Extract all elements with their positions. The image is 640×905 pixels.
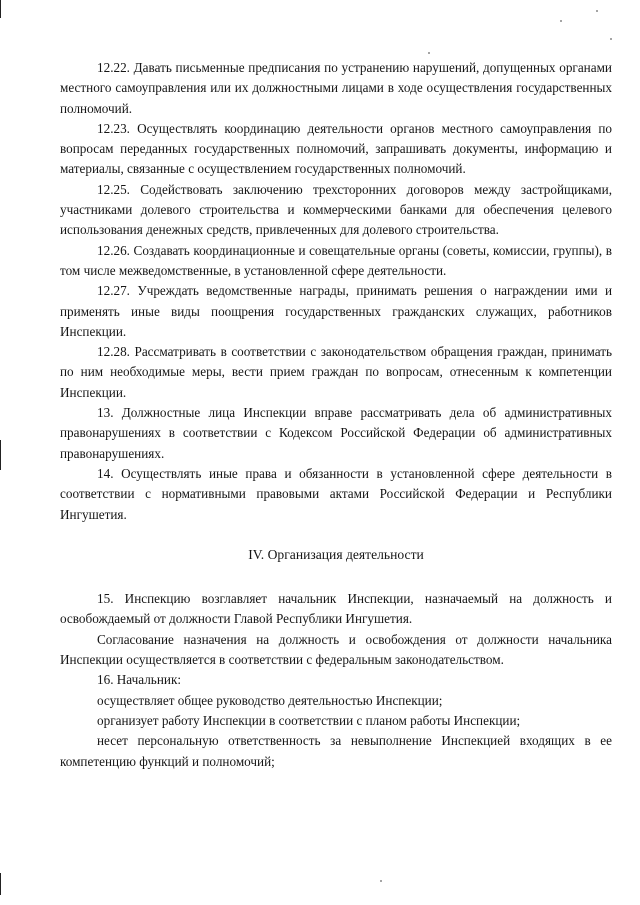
scan-speck [560,20,562,22]
paragraph: 12.22. Давать письменные предписания по устранению нарушений, допущенных органами местного самоуправления или их должностными лицами в ходе осуществления государственных полномочий. [60,60,612,116]
paragraph: организует работу Инспекции в соответствии с планом работы Инспекции; [97,712,521,728]
paragraph: 12.28. Рассматривать в соответствии с законодательством обращения граждан, принимать по ним необходимые меры, вести прием граждан по вопросам, отнесенным к компетенции Инспекции. [60,344,612,400]
scan-edge-mark [0,440,1,470]
paragraph: 12.23. Осуществлять координацию деятельности органов местного самоуправления по вопросам переданных государственных полномочий, запрашивать документы, информацию и материалы, связанные с осуществлением государственных полномочий. [60,120,612,177]
paragraph: 14. Осуществлять иные права и обязанности в установленной сфере деятельности в соответствии с нормативными правовыми актами Российской Федерации и Республики Ингушетия. [60,465,612,522]
paragraph: несет персональную ответственность за невыполнение Инспекцией входящих в ее компетенцию функций и полномочий; [60,733,612,769]
paragraph: 12.25. Содействовать заключению трехсторонних договоров между застройщиками, участниками долевого строительства и коммерческими банками для обеспечения целевого использования денежных средств, привлеченных для долевого строительства. [60,181,612,238]
scan-edge-mark [0,873,1,895]
scan-speck [596,10,598,12]
scan-speck [380,880,382,882]
scan-speck [610,38,612,40]
paragraph: 13. Должностные лица Инспекции вправе рассматривать дела об административных правонарушениях в соответствии с Кодексом Российской Федерации об административных правонарушениях. [60,405,612,461]
scan-speck [428,52,430,54]
scan-edge-mark [0,0,1,18]
paragraph: 15. Инспекцию возглавляет начальник Инспекции, назначаемый на должность и освобождаемый от должности Главой Республики Ингушетия. [60,591,612,627]
paragraph: 12.26. Создавать координационные и совещательные органы (советы, комиссии, группы), в том числе межведомственные, в установленной сфере деятельности. [60,242,612,278]
paragraph: осуществляет общее руководство деятельностью Инспекции; [97,692,443,708]
paragraph: Согласование назначения на должность и освобождения от должности начальника Инспекции осуществляется в соответствии с федеральным законодательством. [60,631,612,668]
paragraph: 16. Начальник: [97,672,182,688]
paragraph: 12.27. Учреждать ведомственные награды, принимать решения о награждении ими и применять иные виды поощрения государственных гражданских служащих, работников Инспекции. [60,283,612,339]
document-page [60,58,612,772]
section-heading: IV. Организация деятельности [248,546,424,562]
